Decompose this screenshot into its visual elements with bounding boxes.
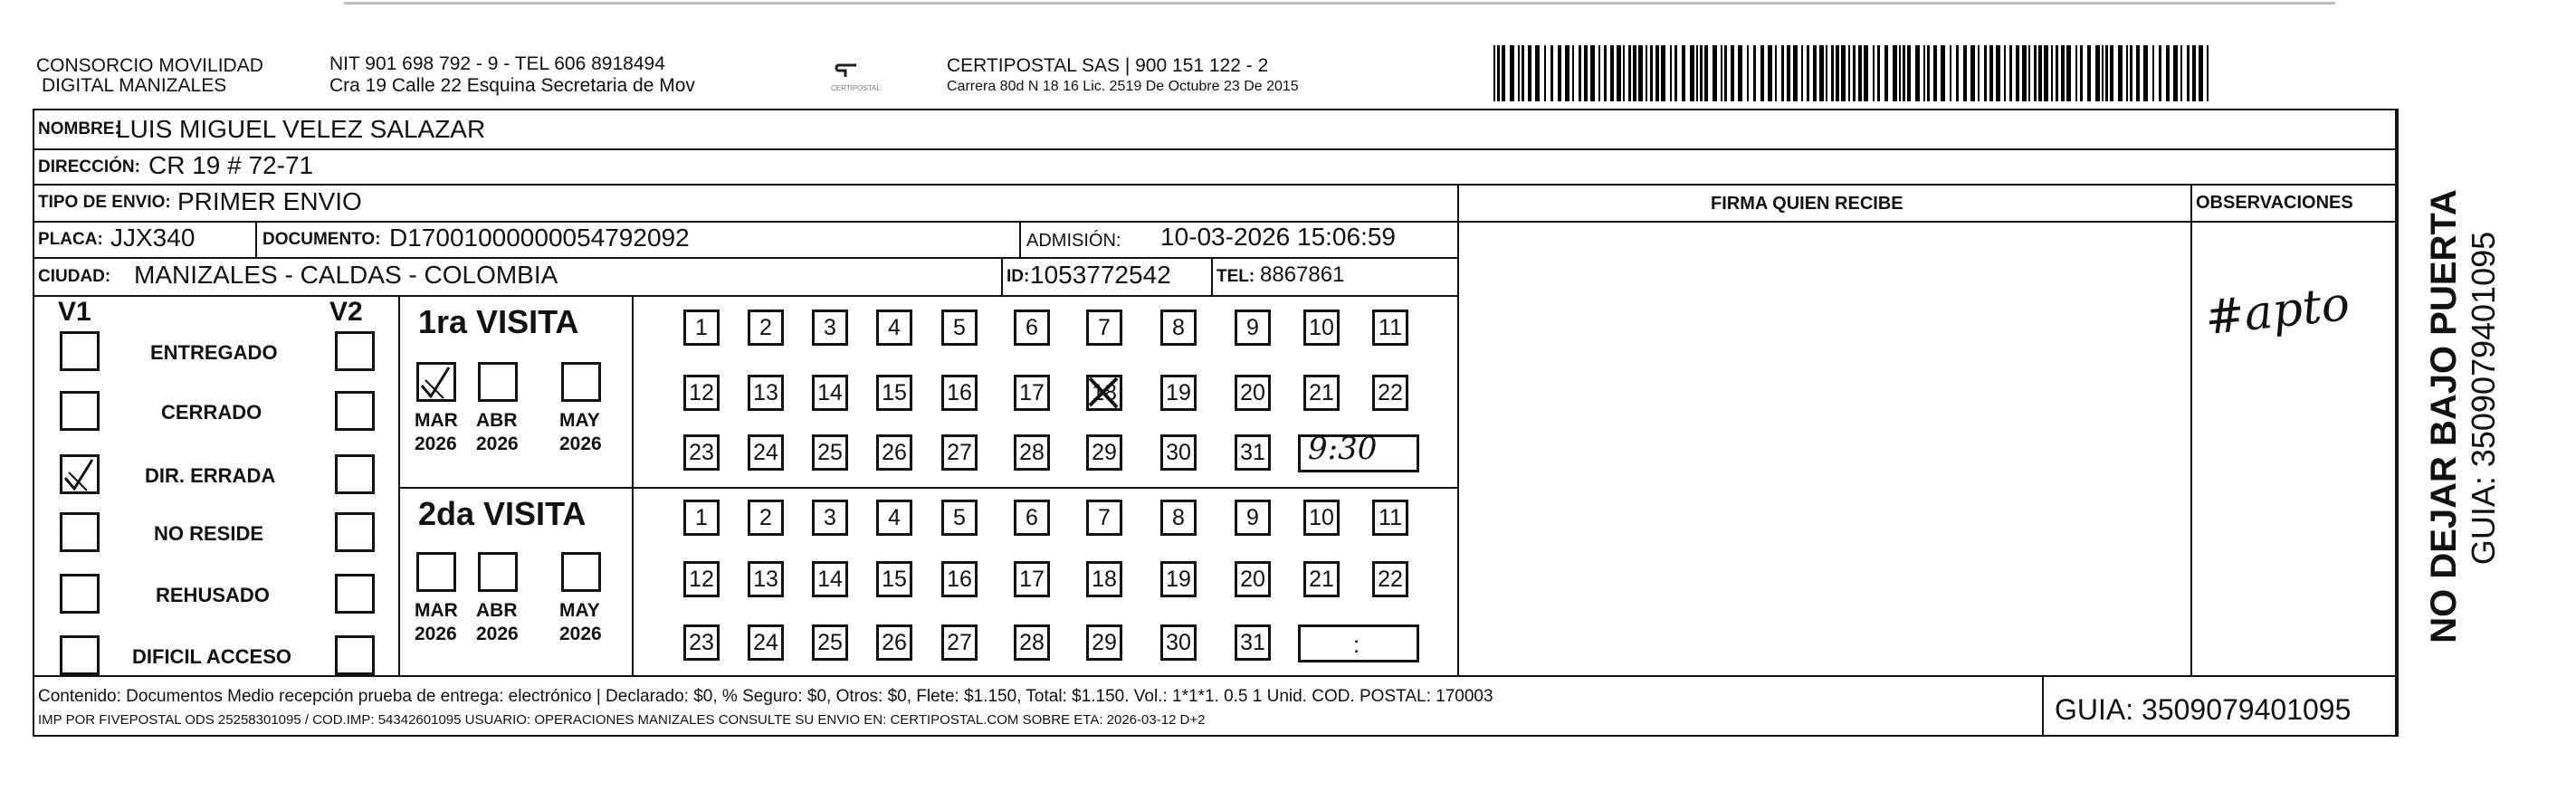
row-line — [33, 295, 1457, 297]
second-visit-day-2[interactable]: 2 — [748, 500, 784, 536]
barcode-bar — [1572, 45, 1574, 101]
carrier-line-2: Carrera 80d N 18 16 Lic. 2519 De Octubre 23 De 2015 — [947, 79, 1299, 94]
second-visit-day-7[interactable]: 7 — [1086, 500, 1122, 536]
barcode-bar — [2022, 45, 2027, 101]
second-visit-day-17[interactable]: 17 — [1014, 561, 1050, 597]
second-visit-day-6[interactable]: 6 — [1014, 500, 1050, 536]
barcode-bar — [1646, 45, 1647, 101]
row-line — [33, 184, 2397, 186]
status-label: NO RESIDE — [154, 522, 264, 545]
v1-checkbox[interactable] — [60, 512, 100, 552]
barcode-bar — [2102, 45, 2104, 101]
status-label: REHUSADO — [156, 584, 270, 606]
second-visit-day-30[interactable]: 30 — [1160, 624, 1197, 661]
second-visit-day-22[interactable]: 22 — [1372, 561, 1408, 597]
barcode-bar — [1903, 45, 1905, 101]
first-visit-day-18[interactable]: 18 — [1086, 375, 1122, 411]
second-visit-time-box — [1298, 624, 1419, 662]
barcode-bar — [1753, 45, 1756, 101]
second-visit-month-label: MAR — [415, 600, 458, 621]
tipo-label: TIPO DE ENVIO: — [38, 193, 171, 212]
barcode-bar — [1721, 45, 1722, 101]
barcode-bar — [2207, 45, 2209, 101]
first-visit-year-label: 2026 — [415, 434, 457, 454]
first-visit-title: 1ra VISITA — [418, 303, 579, 340]
first-visit-day-27[interactable]: 27 — [941, 434, 978, 471]
col-line — [398, 295, 400, 675]
first-visit-day-19[interactable]: 19 — [1160, 375, 1197, 411]
second-visit-day-14[interactable]: 14 — [812, 561, 848, 597]
id-value: 1053772542 — [1030, 261, 1171, 289]
second-visit-day-31[interactable]: 31 — [1235, 624, 1271, 661]
second-visit-day-26[interactable]: 26 — [876, 624, 912, 661]
barcode-bar — [1670, 45, 1672, 101]
documento-value: D17001000000054792092 — [389, 224, 690, 252]
barcode-bar — [2180, 45, 2182, 101]
v2-checkbox[interactable] — [335, 331, 375, 371]
first-visit-month-label: MAY — [559, 410, 600, 431]
ciudad-value: MANIZALES - CALDAS - COLOMBIA — [134, 261, 558, 289]
barcode-bar — [1853, 45, 1856, 101]
second-visit-day-19[interactable]: 19 — [1160, 561, 1197, 597]
second-visit-day-8[interactable]: 8 — [1160, 500, 1197, 536]
second-visit-day-11[interactable]: 11 — [1372, 500, 1408, 536]
barcode-bar — [1518, 45, 1520, 101]
v1-checkbox[interactable] — [60, 331, 100, 371]
barcode — [1493, 45, 2214, 101]
footer-guia: GUIA: 3509079401095 — [2055, 693, 2352, 726]
first-visit-time-handwritten: 9:30 — [1308, 431, 1378, 467]
obs-header-line — [2190, 221, 2397, 223]
first-visit-month-label: MAR — [415, 410, 458, 431]
barcode-bar — [1510, 45, 1514, 101]
barcode-bar — [2016, 45, 2019, 101]
barcode-bar — [2105, 45, 2108, 101]
barcode-bar — [1617, 45, 1621, 101]
barcode-bar — [1877, 45, 1880, 101]
carrier-line-1: CERTIPOSTAL SAS | 900 151 122 - 2 — [947, 55, 1269, 76]
barcode-bar — [2126, 45, 2128, 101]
second-visit-day-29[interactable]: 29 — [1086, 624, 1122, 661]
first-visit-month-box-mar[interactable] — [416, 362, 456, 402]
sender-address: Cra 19 Calle 22 Esquina Secretaria de Mov — [329, 75, 695, 96]
barcode-bar — [2066, 45, 2071, 101]
barcode-bar — [2034, 45, 2037, 101]
barcode-bar — [1638, 45, 1643, 101]
col-line — [255, 221, 257, 257]
col-line — [1211, 257, 1213, 295]
barcode-bar — [2095, 45, 2100, 101]
barcode-bar — [1704, 45, 1708, 101]
v1-checkbox[interactable] — [60, 391, 100, 431]
sender-name-2: DIGITAL MANIZALES — [42, 75, 227, 96]
barcode-bar — [2004, 45, 2006, 101]
barcode-bar — [1864, 45, 1868, 101]
barcode-bar — [2087, 45, 2091, 101]
barcode-bar — [1848, 45, 1850, 101]
first-visit-day-23[interactable]: 23 — [683, 434, 720, 471]
barcode-bar — [2152, 45, 2154, 101]
second-visit-day-25[interactable]: 25 — [812, 624, 848, 661]
scan-artifact-line — [344, 2, 2335, 5]
tipo-value: PRIMER ENVIO — [177, 187, 362, 215]
observation-handwriting: #apto — [2202, 276, 2352, 347]
direccion-label: DIRECCIÓN: — [38, 157, 140, 176]
barcode-bar — [1775, 45, 1777, 101]
first-visit-day-8[interactable]: 8 — [1160, 310, 1197, 346]
second-visit-day-27[interactable]: 27 — [941, 624, 978, 661]
first-visit-day-29[interactable]: 29 — [1086, 434, 1122, 471]
first-visit-day-21[interactable]: 21 — [1303, 375, 1340, 411]
barcode-bar — [1956, 45, 1959, 101]
tel-label: TEL: — [1216, 267, 1255, 286]
barcode-bar — [2075, 45, 2077, 101]
barcode-bar — [2028, 45, 2030, 101]
first-visit-day-4[interactable]: 4 — [876, 310, 912, 346]
v1-checkbox[interactable] — [60, 454, 100, 494]
first-visit-day-12[interactable]: 12 — [683, 375, 720, 411]
second-visit-year-label: 2026 — [476, 624, 519, 644]
nombre-value: LUIS MIGUEL VELEZ SALAZAR — [116, 115, 486, 143]
barcode-bar — [1899, 45, 1901, 101]
barcode-bar — [1801, 45, 1803, 101]
barcode-bar — [1633, 45, 1636, 101]
barcode-bar — [1915, 45, 1920, 101]
barcode-bar — [1690, 45, 1694, 101]
check-mark-icon — [416, 362, 456, 402]
barcode-bar — [1682, 45, 1685, 101]
first-visit-month-box-abr[interactable] — [478, 362, 518, 402]
firma-header: FIRMA QUIEN RECIBE — [1711, 194, 1903, 214]
second-visit-month-box-may[interactable] — [561, 552, 601, 592]
first-visit-day-20[interactable]: 20 — [1235, 375, 1271, 411]
first-visit-day-7[interactable]: 7 — [1086, 310, 1122, 346]
v2-header: V2 — [329, 297, 363, 327]
barcode-bar — [2173, 45, 2178, 101]
v1-checkbox[interactable] — [60, 635, 100, 675]
second-visit-day-24[interactable]: 24 — [748, 624, 784, 661]
first-visit-day-1[interactable]: 1 — [683, 310, 720, 346]
carrier-logo-icon — [833, 60, 863, 80]
second-visit-day-9[interactable]: 9 — [1235, 500, 1271, 536]
barcode-bar — [1963, 45, 1967, 101]
documento-label: DOCUMENTO: — [262, 230, 381, 249]
barcode-bar — [1836, 45, 1839, 101]
first-visit-day-28[interactable]: 28 — [1014, 434, 1050, 471]
barcode-bar — [1590, 45, 1595, 101]
barcode-bar — [2118, 45, 2123, 101]
second-visit-day-5[interactable]: 5 — [941, 500, 978, 536]
second-visit-day-13[interactable]: 13 — [748, 561, 784, 597]
first-visit-day-26[interactable]: 26 — [876, 434, 912, 471]
first-visit-day-25[interactable]: 25 — [812, 434, 848, 471]
barcode-bar — [2143, 45, 2148, 101]
barcode-bar — [1978, 45, 1980, 101]
barcode-bar — [1610, 45, 1614, 101]
second-visit-year-label: 2026 — [559, 624, 602, 644]
form-frame — [33, 109, 2397, 737]
barcode-bar — [1724, 45, 1727, 101]
barcode-bar — [1807, 45, 1809, 101]
barcode-bar — [1493, 45, 1495, 101]
barcode-bar — [1819, 45, 1824, 101]
second-visit-month-box-mar[interactable] — [416, 552, 456, 592]
check-mark-icon — [60, 454, 100, 494]
second-visit-time-separator: : — [1353, 631, 1360, 658]
row-line — [398, 487, 1457, 489]
placa-value: JJX340 — [110, 224, 196, 252]
barcode-bar — [2166, 45, 2170, 101]
barcode-bar — [2199, 45, 2203, 101]
barcode-bar — [2051, 45, 2053, 101]
second-visit-day-28[interactable]: 28 — [1014, 624, 1050, 661]
nombre-label: NOMBRE: — [38, 119, 120, 138]
barcode-bar — [2159, 45, 2161, 101]
status-label: DIFICIL ACCESO — [132, 645, 292, 668]
barcode-bar — [1502, 45, 1505, 101]
barcode-bar — [1650, 45, 1653, 101]
second-visit-year-label: 2026 — [415, 624, 457, 644]
second-visit-day-18[interactable]: 18 — [1086, 561, 1122, 597]
barcode-bar — [1544, 45, 1546, 101]
cross-mark-icon — [1086, 375, 1122, 411]
second-visit-day-15[interactable]: 15 — [876, 561, 912, 597]
first-visit-year-label: 2026 — [476, 434, 519, 454]
barcode-bar — [2187, 45, 2190, 101]
barcode-bar — [1941, 45, 1945, 101]
observaciones-header: OBSERVACIONES — [2196, 193, 2353, 213]
col-line — [1019, 221, 1021, 257]
barcode-bar — [2009, 45, 2012, 101]
row-line — [33, 148, 2397, 150]
first-visit-day-30[interactable]: 30 — [1160, 434, 1197, 471]
col-line — [1457, 184, 1459, 675]
second-visit-day-1[interactable]: 1 — [683, 500, 720, 536]
first-visit-month-label: ABR — [476, 410, 518, 431]
col-line — [632, 295, 634, 675]
first-visit-day-11[interactable]: 11 — [1372, 310, 1408, 346]
v2-checkbox[interactable] — [335, 454, 375, 494]
first-visit-time-box — [1298, 431, 1419, 472]
first-visit-day-24[interactable]: 24 — [748, 434, 784, 471]
barcode-bar — [1623, 45, 1625, 101]
barcode-bar — [1604, 45, 1607, 101]
barcode-bar — [2130, 45, 2132, 101]
col-line — [1001, 257, 1003, 295]
direccion-value: CR 19 # 72-71 — [148, 151, 314, 179]
v1-header: V1 — [58, 297, 91, 327]
row-line — [33, 257, 1457, 259]
first-visit-year-label: 2026 — [559, 434, 602, 454]
barcode-bar — [2038, 45, 2042, 101]
first-visit-day-13[interactable]: 13 — [748, 375, 784, 411]
barcode-bar — [1813, 45, 1817, 101]
sender-name-1: CONSORCIO MOVILIDAD — [36, 55, 263, 76]
first-visit-day-22[interactable]: 22 — [1372, 375, 1408, 411]
side-guia: GUIA: 3509079401095 — [2465, 231, 2502, 566]
v2-checkbox[interactable] — [335, 635, 375, 675]
status-label: CERRADO — [161, 401, 262, 424]
barcode-bar — [1950, 45, 1951, 101]
barcode-bar — [1700, 45, 1703, 101]
barcode-bar — [1550, 45, 1553, 101]
second-visit-title: 2da VISITA — [418, 495, 587, 532]
second-visit-day-23[interactable]: 23 — [683, 624, 720, 661]
barcode-bar — [1579, 45, 1581, 101]
placa-label: PLACA: — [38, 230, 103, 249]
barcode-bar — [1923, 45, 1925, 101]
second-visit-day-12[interactable]: 12 — [683, 561, 720, 597]
first-visit-day-16[interactable]: 16 — [941, 375, 978, 411]
barcode-bar — [1970, 45, 1975, 101]
second-visit-month-label: ABR — [476, 600, 518, 621]
barcode-bar — [1584, 45, 1588, 101]
barcode-bar — [1558, 45, 1561, 101]
barcode-bar — [1768, 45, 1772, 101]
v1-checkbox[interactable] — [60, 574, 100, 614]
barcode-bar — [1989, 45, 1993, 101]
barcode-bar — [1628, 45, 1631, 101]
barcode-bar — [1661, 45, 1665, 101]
barcode-bar — [1933, 45, 1937, 101]
barcode-bar — [1696, 45, 1698, 101]
second-visit-day-20[interactable]: 20 — [1235, 561, 1271, 597]
status-label: DIR. ERRADA — [145, 464, 276, 487]
first-visit-day-15[interactable]: 15 — [876, 375, 912, 411]
v2-checkbox[interactable] — [335, 512, 375, 552]
barcode-bar — [1793, 45, 1798, 101]
logo-caption: CERTIPOSTAL — [831, 84, 881, 92]
first-visit-day-5[interactable]: 5 — [941, 310, 978, 346]
first-visit-day-3[interactable]: 3 — [812, 310, 848, 346]
first-visit-day-9[interactable]: 9 — [1235, 310, 1271, 346]
v2-checkbox[interactable] — [335, 391, 375, 431]
barcode-bar — [1996, 45, 2000, 101]
ciudad-label: CIUDAD: — [38, 267, 111, 286]
second-visit-month-box-abr[interactable] — [478, 552, 518, 592]
second-visit-day-10[interactable]: 10 — [1303, 500, 1340, 536]
barcode-bar — [1497, 45, 1500, 101]
barcode-bar — [1738, 45, 1742, 101]
barcode-bar — [1841, 45, 1846, 101]
barcode-bar — [1760, 45, 1764, 101]
side-warning: NO DEJAR BAJO PUERTA — [2424, 189, 2464, 643]
first-visit-month-box-may[interactable] — [561, 362, 601, 402]
barcode-bar — [2061, 45, 2065, 101]
barcode-bar — [1984, 45, 1987, 101]
second-visit-day-3[interactable]: 3 — [812, 500, 848, 536]
v2-checkbox[interactable] — [335, 574, 375, 614]
footer-line-2: IMP POR FIVEPOSTAL ODS 25258301095 / COD.IMP: 54342601095 USUARIO: OPERACIONES MANIZALES CONSULTE SU ENVIO EN: CERTIPOSTAL.COM SOBRE ETA: 2026-03-12 D+2 — [38, 712, 1206, 728]
barcode-bar — [2044, 45, 2048, 101]
barcode-bar — [2136, 45, 2140, 101]
barcode-bar — [2110, 45, 2113, 101]
sender-nit: NIT 901 698 792 - 9 - TEL 606 8918494 — [329, 53, 665, 74]
barcode-bar — [1598, 45, 1600, 101]
first-visit-day-17[interactable]: 17 — [1014, 375, 1050, 411]
tel-value: 8867861 — [1260, 262, 1345, 287]
barcode-bar — [1831, 45, 1834, 101]
col-line — [2397, 109, 2399, 737]
barcode-bar — [1927, 45, 1930, 101]
barcode-bar — [1731, 45, 1734, 101]
first-visit-day-2[interactable]: 2 — [748, 310, 784, 346]
barcode-bar — [1787, 45, 1790, 101]
status-label: ENTREGADO — [150, 341, 278, 364]
barcode-bar — [2192, 45, 2196, 101]
first-visit-day-31[interactable]: 31 — [1235, 434, 1271, 471]
barcode-bar — [1907, 45, 1911, 101]
barcode-bar — [1655, 45, 1659, 101]
footer-line-1: Contenido: Documentos Medio recepción prueba de entrega: electrónico | Declarado: $0, % Seguro: $0, Otros: $0, Flete: $1.150, Total: $1.150. Vol.: 1*1*1. 0.5 1 Unid. COD. POSTAL: 170003 — [38, 687, 1493, 706]
second-visit-day-16[interactable]: 16 — [941, 561, 978, 597]
first-visit-day-14[interactable]: 14 — [812, 375, 848, 411]
barcode-bar — [1528, 45, 1531, 101]
barcode-bar — [1858, 45, 1862, 101]
barcode-bar — [2056, 45, 2058, 101]
barcode-bar — [1893, 45, 1897, 101]
barcode-bar — [1781, 45, 1784, 101]
admision-label: ADMISIÓN: — [1026, 231, 1121, 251]
barcode-bar — [1522, 45, 1524, 101]
barcode-bar — [1884, 45, 1888, 101]
barcode-bar — [2080, 45, 2083, 101]
col-line — [2190, 184, 2192, 675]
second-visit-day-21[interactable]: 21 — [1303, 561, 1340, 597]
admision-value: 10-03-2026 15:06:59 — [1160, 223, 1396, 251]
barcode-bar — [1535, 45, 1540, 101]
first-visit-day-6[interactable]: 6 — [1014, 310, 1050, 346]
barcode-bar — [1873, 45, 1875, 101]
barcode-bar — [1713, 45, 1717, 101]
second-visit-month-label: MAY — [559, 600, 600, 621]
barcode-bar — [1826, 45, 1827, 101]
second-visit-day-4[interactable]: 4 — [876, 500, 912, 536]
col-line — [2042, 675, 2044, 737]
first-visit-day-10[interactable]: 10 — [1303, 310, 1340, 346]
barcode-bar — [1674, 45, 1677, 101]
barcode-bar — [1747, 45, 1749, 101]
id-label: ID: — [1007, 267, 1030, 286]
barcode-bar — [1565, 45, 1569, 101]
